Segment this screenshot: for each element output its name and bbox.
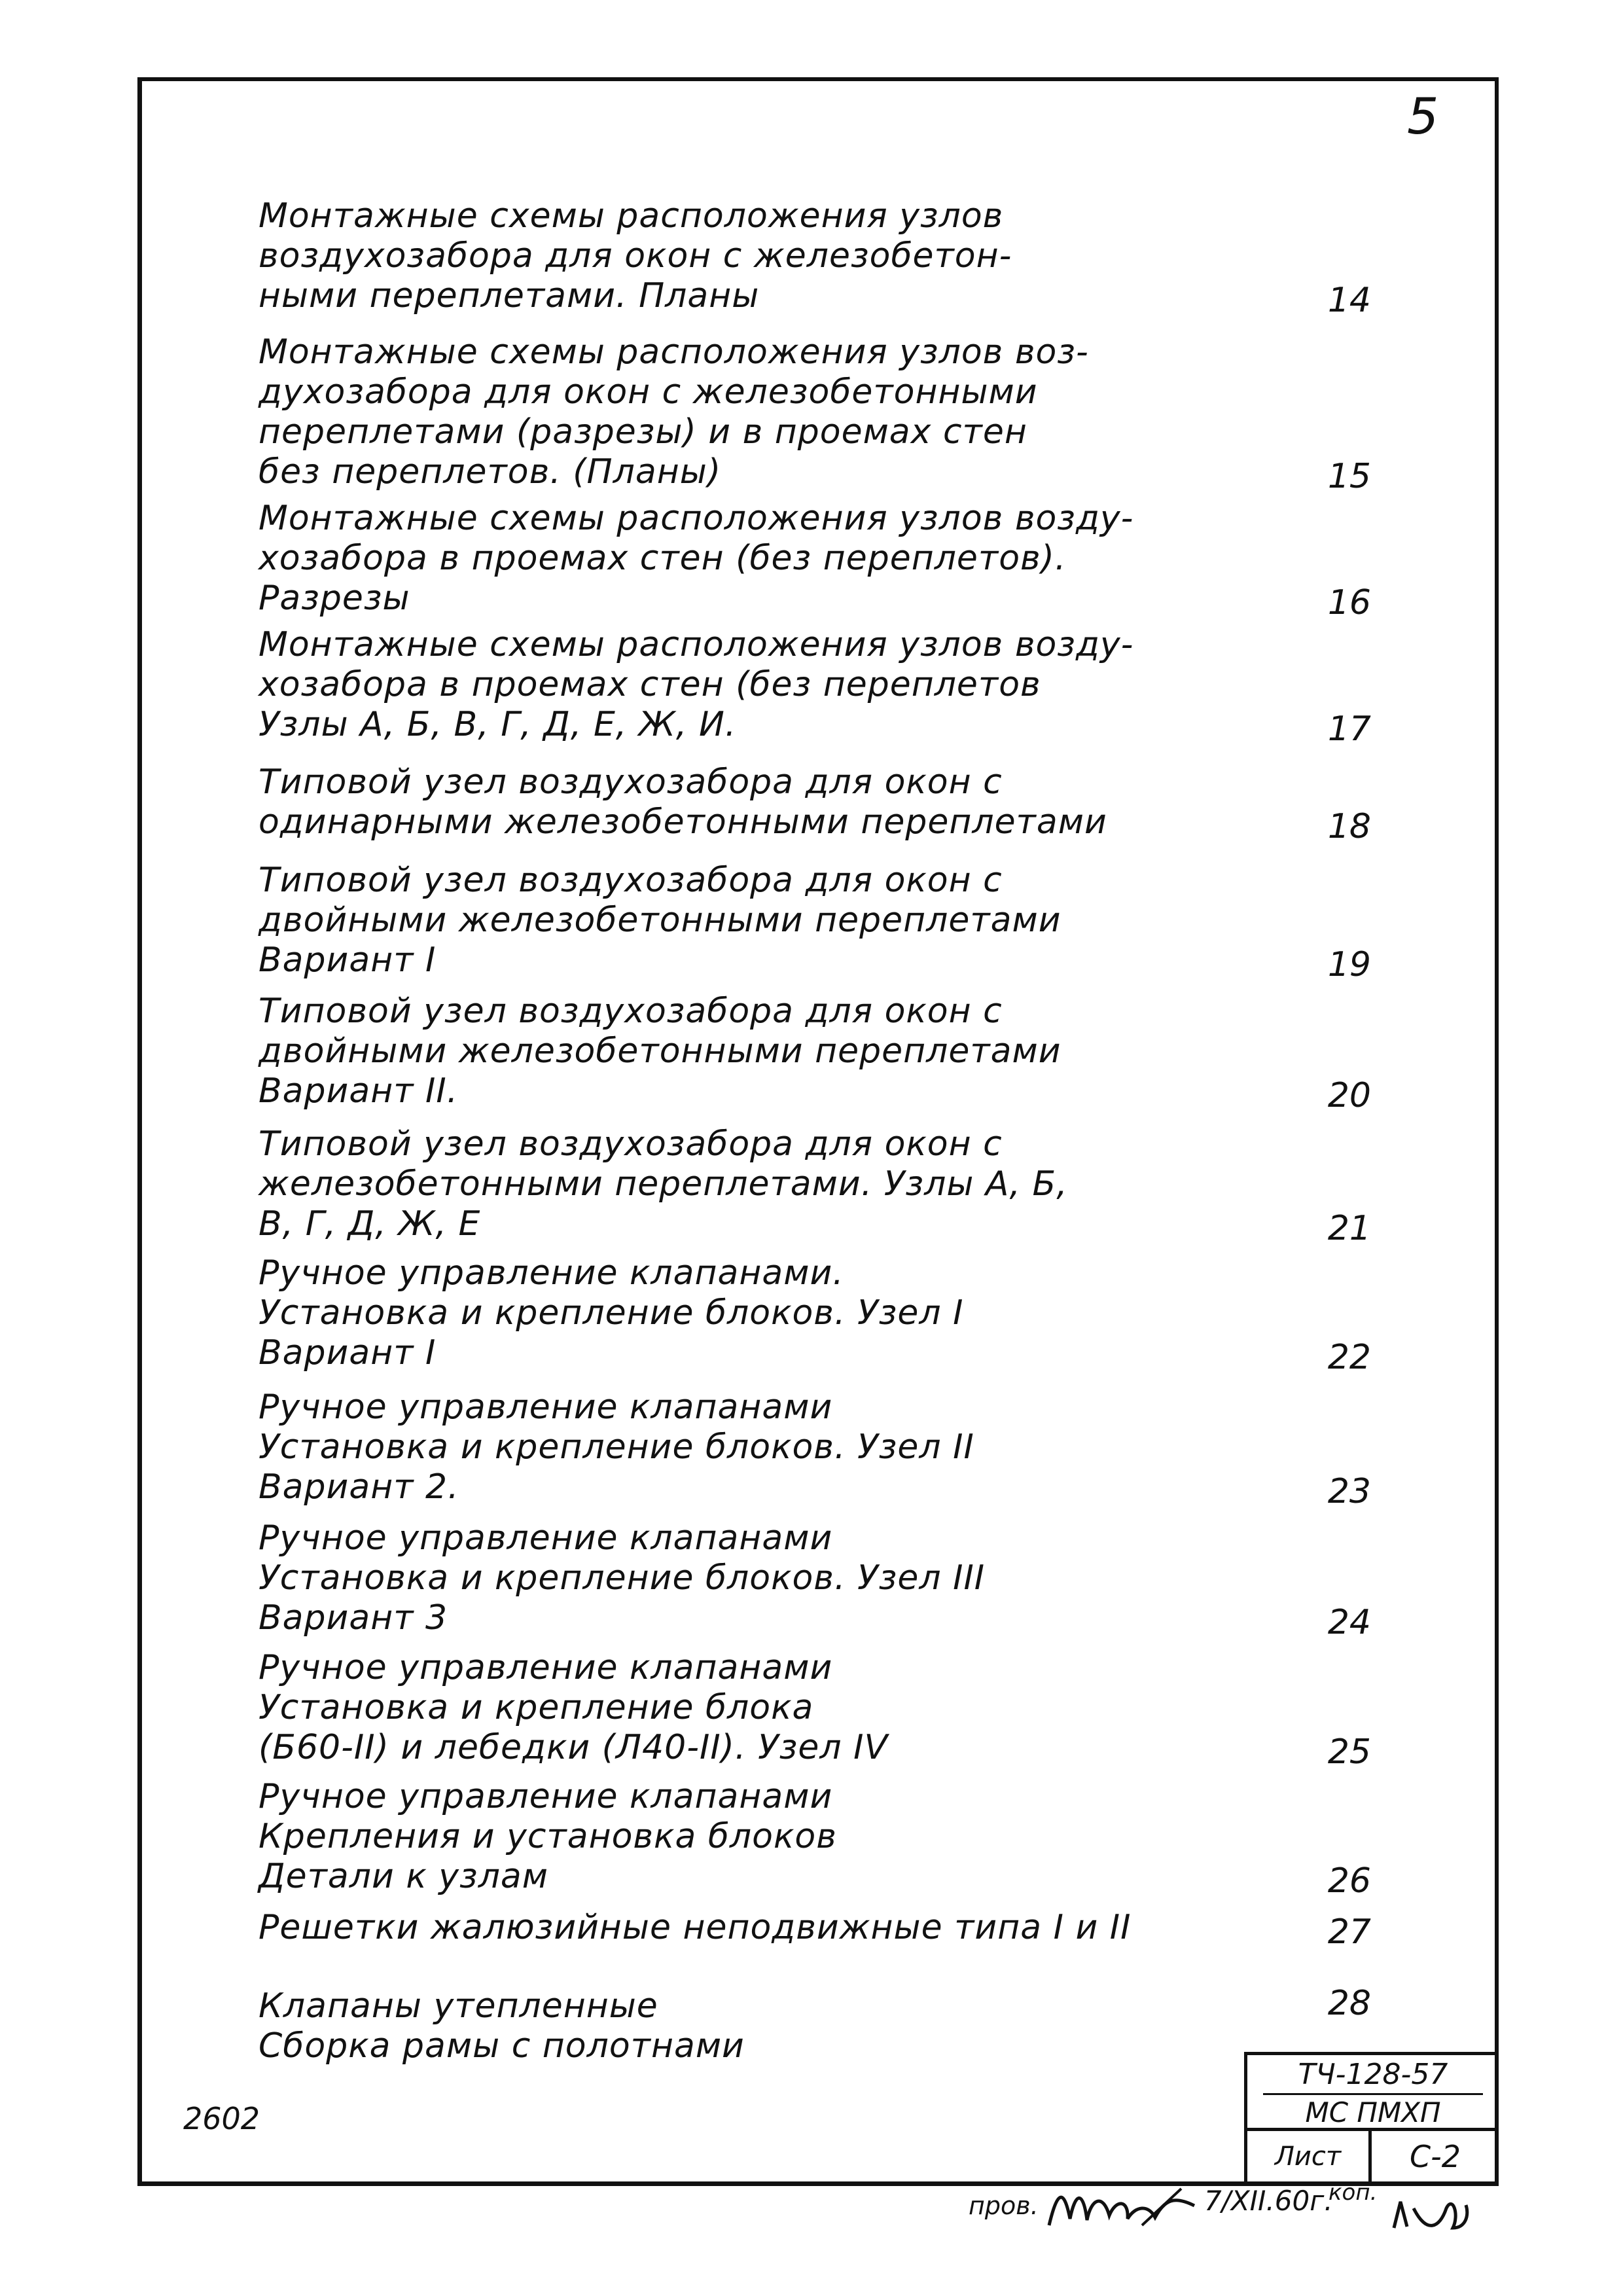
contents-entry bbox=[259, 992, 1371, 1115]
entry-title: Ручное управление клапанами Установка и крепление блоков. Узел III Вариант 3 bbox=[259, 1518, 986, 1638]
document-code-line2: МС ПМХП bbox=[1263, 2093, 1483, 2130]
copy-label: коп. bbox=[1329, 2179, 1378, 2206]
checked-label: пров. bbox=[969, 2191, 1039, 2220]
document-code bbox=[1247, 2055, 1499, 2131]
copier-signature-icon bbox=[1387, 2189, 1472, 2241]
entry-title: Типовой узел воздухозабора для окон с двойными железобетонными переплетами Вариант II. bbox=[259, 992, 1061, 1111]
contents-entry bbox=[259, 1124, 1371, 1248]
sign-date: 7/XII.60г. bbox=[1204, 2185, 1333, 2217]
contents-entry bbox=[259, 1777, 1371, 1901]
entry-page: 21 bbox=[1327, 1209, 1371, 1248]
entry-title: Типовой узел воздухозабора для окон с одинарными железобетонными переплетами bbox=[259, 762, 1107, 842]
contents-entry bbox=[259, 1648, 1371, 1772]
entry-page: 19 bbox=[1327, 945, 1371, 984]
entry-page: 25 bbox=[1327, 1732, 1371, 1772]
archive-number: 2602 bbox=[183, 2101, 260, 2136]
contents-entry bbox=[259, 625, 1371, 749]
sheet-label: Лист bbox=[1247, 2131, 1372, 2183]
entry-page: 27 bbox=[1327, 1912, 1371, 1952]
entry-title: Типовой узел воздухозабора для окон с железобетонными переплетами. Узлы А, Б, В, Г, Д, Ж, Е bbox=[259, 1124, 1068, 1244]
checker-signature-icon bbox=[1044, 2179, 1201, 2238]
sheet-number: 5 bbox=[1407, 87, 1439, 145]
entry-title: Ручное управление клапанами Крепления и установка блоков Детали к узлам bbox=[259, 1777, 837, 1896]
entry-page: 15 bbox=[1327, 457, 1371, 496]
contents-entry bbox=[259, 762, 1371, 846]
title-block-stamp bbox=[1244, 2052, 1499, 2183]
entry-title: Ручное управление клапанами Установка и крепление блоков. Узел II Вариант 2. bbox=[259, 1388, 974, 1507]
sheet-value: С-2 bbox=[1410, 2139, 1461, 2174]
entry-page: 20 bbox=[1327, 1076, 1371, 1115]
entry-page: 18 bbox=[1327, 807, 1371, 846]
entry-title: Монтажные схемы расположения узлов воз- духозабора для окон с железобетонными переплетами (разрезы) и в проемах стен без переплетов. (Планы) bbox=[259, 332, 1089, 492]
entry-page: 17 bbox=[1327, 709, 1371, 749]
entry-page: 22 bbox=[1327, 1338, 1371, 1377]
entry-page: 14 bbox=[1327, 281, 1371, 320]
contents-entry bbox=[259, 1388, 1371, 1511]
entry-title: Типовой узел воздухозабора для окон с двойными железобетонными переплетами Вариант I bbox=[259, 861, 1061, 980]
contents-entry bbox=[259, 1518, 1371, 1642]
entry-title: Ручное управление клапанами. Установка и крепление блоков. Узел I Вариант I bbox=[259, 1253, 964, 1372]
entry-page: 26 bbox=[1327, 1861, 1371, 1901]
contents-entry bbox=[259, 861, 1371, 984]
entry-page: 24 bbox=[1327, 1603, 1371, 1642]
entry-title: Клапаны утепленные Сборка рамы с полотнами bbox=[259, 1986, 745, 2066]
entry-page: 28 bbox=[1327, 1984, 1371, 2023]
contents-entry bbox=[259, 499, 1371, 622]
contents-entry bbox=[259, 1908, 1371, 1952]
contents-entry bbox=[259, 1253, 1371, 1377]
entry-page: 16 bbox=[1327, 583, 1371, 622]
entry-page: 23 bbox=[1327, 1472, 1371, 1511]
document-code-line1: ТЧ-128-57 bbox=[1298, 2058, 1448, 2091]
contents-entry bbox=[259, 196, 1371, 320]
contents-entry bbox=[259, 1986, 1371, 2066]
entry-title: Монтажные схемы расположения узлов возду- хозабора в проемах стен (без переплетов). Разрезы bbox=[259, 499, 1134, 618]
signature-block bbox=[969, 2179, 1479, 2251]
contents-entry bbox=[259, 332, 1371, 496]
entry-title: Решетки жалюзийные неподвижные типа I и II bbox=[259, 1908, 1132, 1947]
entry-title: Ручное управление клапанами Установка и крепление блока (Б60-II) и лебедки (Л40-II). Узел IV bbox=[259, 1648, 889, 1767]
entry-title: Монтажные схемы расположения узлов воздухозабора для окон с железобетон- ными переплетами. Планы bbox=[259, 196, 1012, 315]
entry-title: Монтажные схемы расположения узлов возду- хозабора в проемах стен (без переплетов Узлы А, Б, В, Г, Д, Е, Ж, И. bbox=[259, 625, 1134, 744]
